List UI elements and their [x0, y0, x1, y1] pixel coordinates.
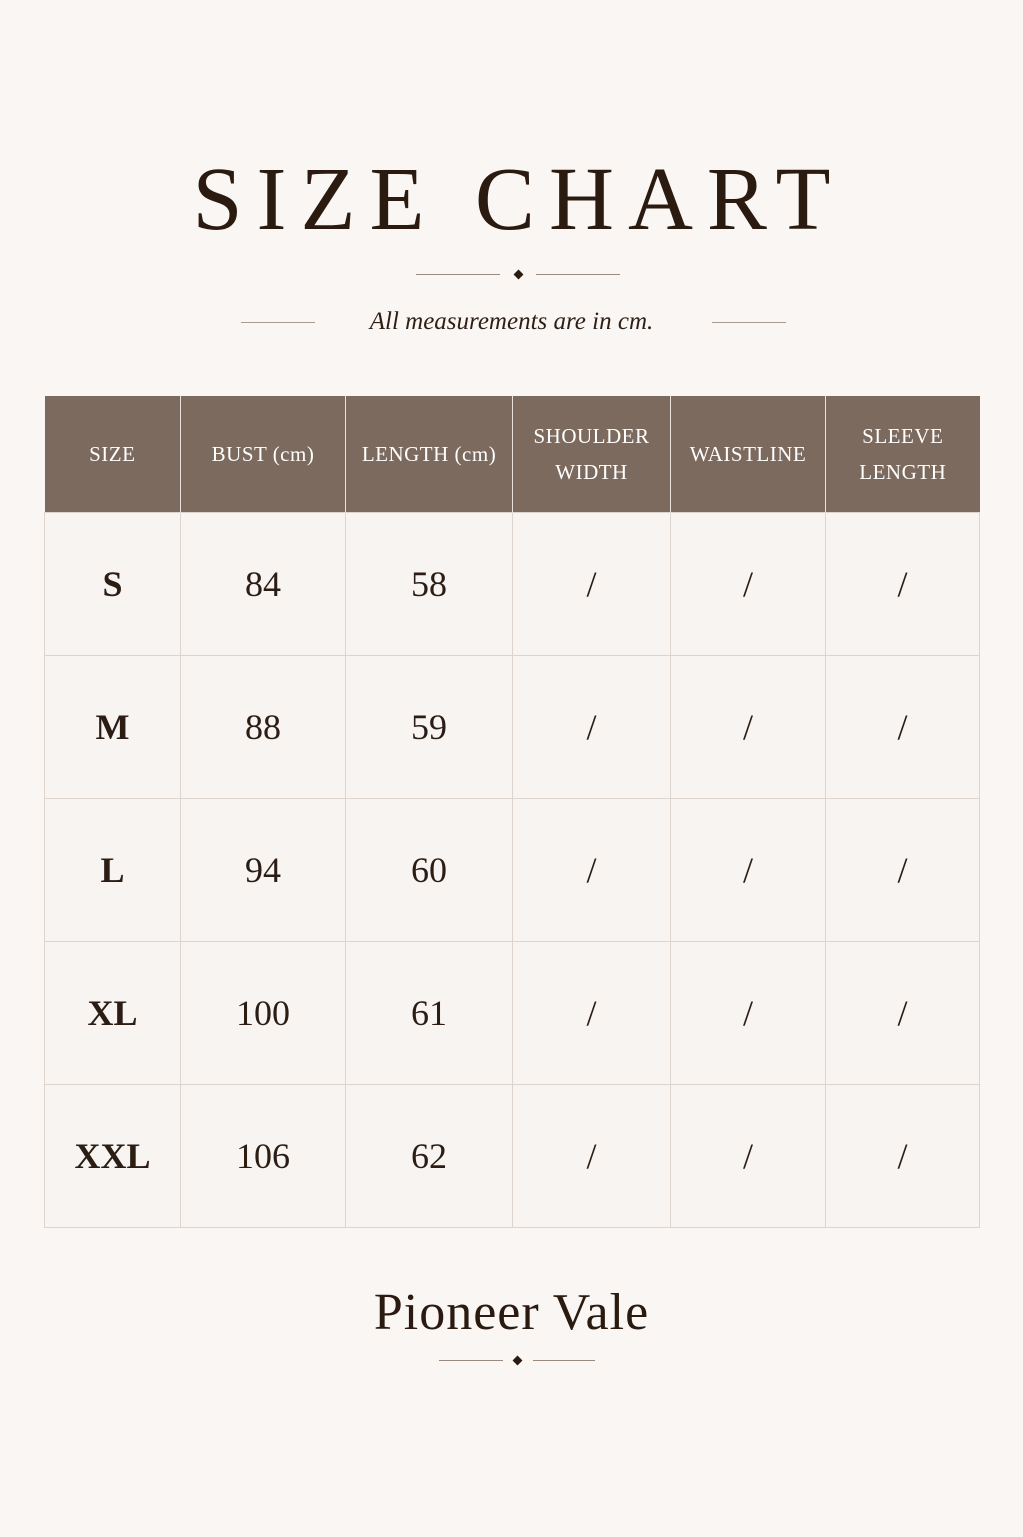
table-row — [45, 1085, 980, 1228]
bust-value: 106 — [181, 1085, 346, 1228]
sleeve-length-value: / — [826, 1085, 980, 1228]
subtitle-line-right — [712, 322, 786, 323]
bust-value: 94 — [181, 799, 346, 942]
bust-value: 84 — [181, 513, 346, 656]
size-label: S — [45, 513, 181, 656]
length-value: 58 — [346, 513, 513, 656]
brand-name: Pioneer Vale — [373, 1284, 650, 1341]
table-row — [45, 799, 980, 942]
sleeve-length-value: / — [826, 513, 980, 656]
sleeve-length-value: / — [826, 942, 980, 1085]
table-row — [45, 942, 980, 1085]
waistline-value: / — [671, 513, 826, 656]
header-shoulder-width: SHOULDER WIDTH — [513, 396, 671, 513]
diamond-icon — [514, 270, 524, 280]
length-value: 61 — [346, 942, 513, 1085]
size-chart-table — [44, 396, 980, 1228]
length-value: 60 — [346, 799, 513, 942]
length-value: 59 — [346, 656, 513, 799]
diamond-icon — [513, 1356, 523, 1366]
waistline-value: / — [671, 799, 826, 942]
sleeve-length-value: / — [826, 799, 980, 942]
ornament-line-left — [416, 274, 500, 275]
size-label: M — [45, 656, 181, 799]
size-label: XXL — [45, 1085, 181, 1228]
ornament-line-right — [533, 1360, 595, 1361]
shoulder-width-value: / — [513, 799, 671, 942]
header-waistline: WAISTLINE — [671, 396, 826, 513]
size-label: L — [45, 799, 181, 942]
length-value: 62 — [346, 1085, 513, 1228]
shoulder-width-value: / — [513, 1085, 671, 1228]
header-bust: BUST (cm) — [181, 396, 346, 513]
title-ornament — [416, 270, 622, 280]
shoulder-width-value: / — [513, 656, 671, 799]
brand-ornament — [439, 1356, 595, 1366]
table-row — [45, 513, 980, 656]
measurement-note: All measurements are in cm. — [369, 308, 654, 335]
shoulder-width-value: / — [513, 942, 671, 1085]
ornament-line-right — [536, 274, 620, 275]
ornament-line-left — [439, 1360, 503, 1361]
waistline-value: / — [671, 1085, 826, 1228]
sleeve-length-value: / — [826, 656, 980, 799]
table-header-row — [45, 396, 980, 513]
page-title: SIZE CHART — [192, 150, 845, 249]
waistline-value: / — [671, 942, 826, 1085]
size-label: XL — [45, 942, 181, 1085]
header-size: SIZE — [45, 396, 181, 513]
header-length: LENGTH (cm) — [346, 396, 513, 513]
table-row — [45, 656, 980, 799]
waistline-value: / — [671, 656, 826, 799]
bust-value: 100 — [181, 942, 346, 1085]
header-sleeve-length: SLEEVE LENGTH — [826, 396, 980, 513]
shoulder-width-value: / — [513, 513, 671, 656]
bust-value: 88 — [181, 656, 346, 799]
